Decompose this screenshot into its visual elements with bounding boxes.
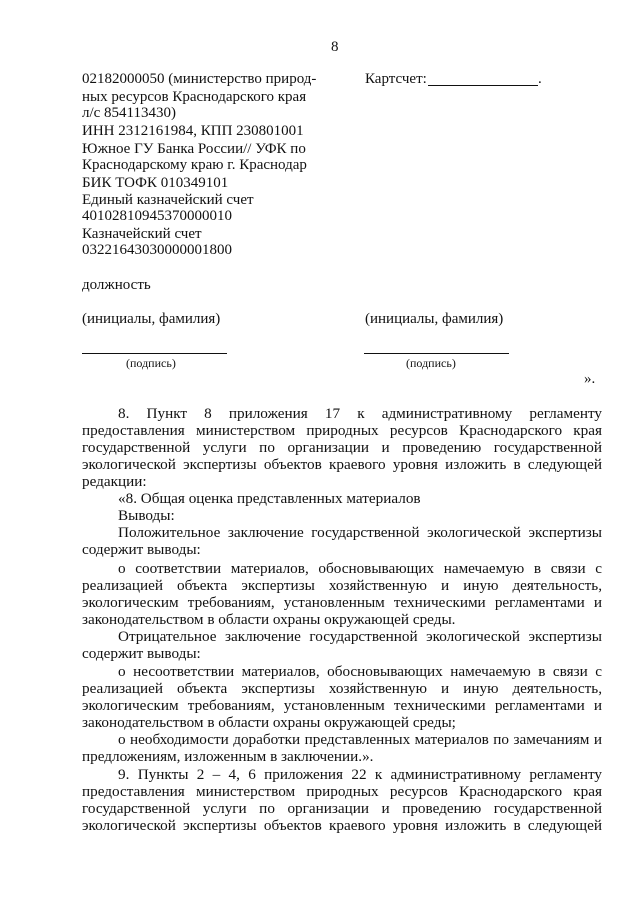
text-line: 8. Пункт 8 приложения 17 к административному регламенту — [118, 405, 602, 422]
podpis-left: (подпись) — [126, 356, 176, 370]
kartschet-label: Картсчет: — [365, 71, 427, 87]
text-line: «8. Общая оценка представленных материалов — [118, 490, 421, 507]
text-line: реализацией объекта экспертизы хозяйственную и иную деятельность, — [82, 680, 602, 697]
text-line: экологической экспертизы объектов краевого уровня изложить в следующей — [82, 456, 602, 473]
text-line: Положительное заключение государственной экологической экспертизы — [118, 524, 602, 541]
initials-right: (инициалы, фамилия) — [365, 311, 504, 327]
podpis-right: (подпись) — [406, 356, 456, 370]
requisites-line: 02182000050 (министерство природ- — [82, 71, 317, 87]
page-number: 8 — [331, 39, 339, 55]
text-line: предоставления министерством природных ресурсов Краснодарского края — [82, 422, 602, 439]
requisites-line: 03221643030000001800 — [82, 242, 232, 258]
initials-left: (инициалы, фамилия) — [82, 311, 221, 327]
kartschet-blank-line — [428, 85, 538, 86]
text-line: 9. Пункты 2 – 4, 6 приложения 22 к административному регламенту — [118, 766, 602, 783]
closing-mark: ». — [584, 371, 596, 387]
text-line: законодательством в области охраны окружающей среды; — [82, 714, 456, 731]
requisites-line: ИНН 2312161984, КПП 230801001 — [82, 123, 304, 139]
requisites-line: Краснодарскому краю г. Краснодар — [82, 157, 307, 173]
position-label: должность — [82, 277, 151, 293]
requisites-line: Казначейский счет — [82, 226, 202, 242]
text-line: экологическим требованиям, установленным техническими регламентами и — [82, 697, 602, 714]
text-line: предоставления министерством природных ресурсов Краснодарского края — [82, 783, 602, 800]
text-line: о необходимости доработки представленных материалов по замечаниям и — [118, 731, 602, 748]
signature-line-right — [364, 353, 509, 354]
text-line: государственной услуги по организации и проведению государственной — [82, 800, 602, 817]
requisites-line: ных ресурсов Краснодарского края — [82, 89, 307, 105]
text-line: законодательством в области охраны окружающей среды. — [82, 611, 456, 628]
requisites-line: Единый казначейский счет — [82, 192, 254, 208]
text-line: экологической экспертизы объектов краевого уровня изложить в следующей — [82, 817, 602, 834]
text-line: содержит выводы: — [82, 541, 201, 558]
text-line: о соответствии материалов, обосновывающих намечаемую в связи с — [118, 560, 602, 577]
text-line: экологическим требованиям, установленным техническими регламентами и — [82, 594, 602, 611]
text-line: о несоответствии материалов, обосновывающих намечаемую в связи с — [118, 663, 602, 680]
text-line: содержит выводы: — [82, 645, 201, 662]
text-line: Отрицательное заключение государственной экологической экспертизы — [118, 628, 602, 645]
text-line: редакции: — [82, 473, 147, 490]
requisites-line: Южное ГУ Банка России// УФК по — [82, 141, 306, 157]
requisites-line: л/с 854113430) — [82, 105, 176, 121]
signature-line-left — [82, 353, 227, 354]
kartschet-suffix: . — [538, 71, 542, 87]
requisites-line: БИК ТОФК 010349101 — [82, 175, 229, 191]
requisites-line: 40102810945370000010 — [82, 208, 232, 224]
text-line: предложениям, изложенным в заключении.». — [82, 748, 374, 765]
text-line: реализацией объекта экспертизы хозяйственную и иную деятельность, — [82, 577, 602, 594]
text-line: Выводы: — [118, 507, 175, 524]
text-line: государственной услуги по организации и проведению государственной — [82, 439, 602, 456]
